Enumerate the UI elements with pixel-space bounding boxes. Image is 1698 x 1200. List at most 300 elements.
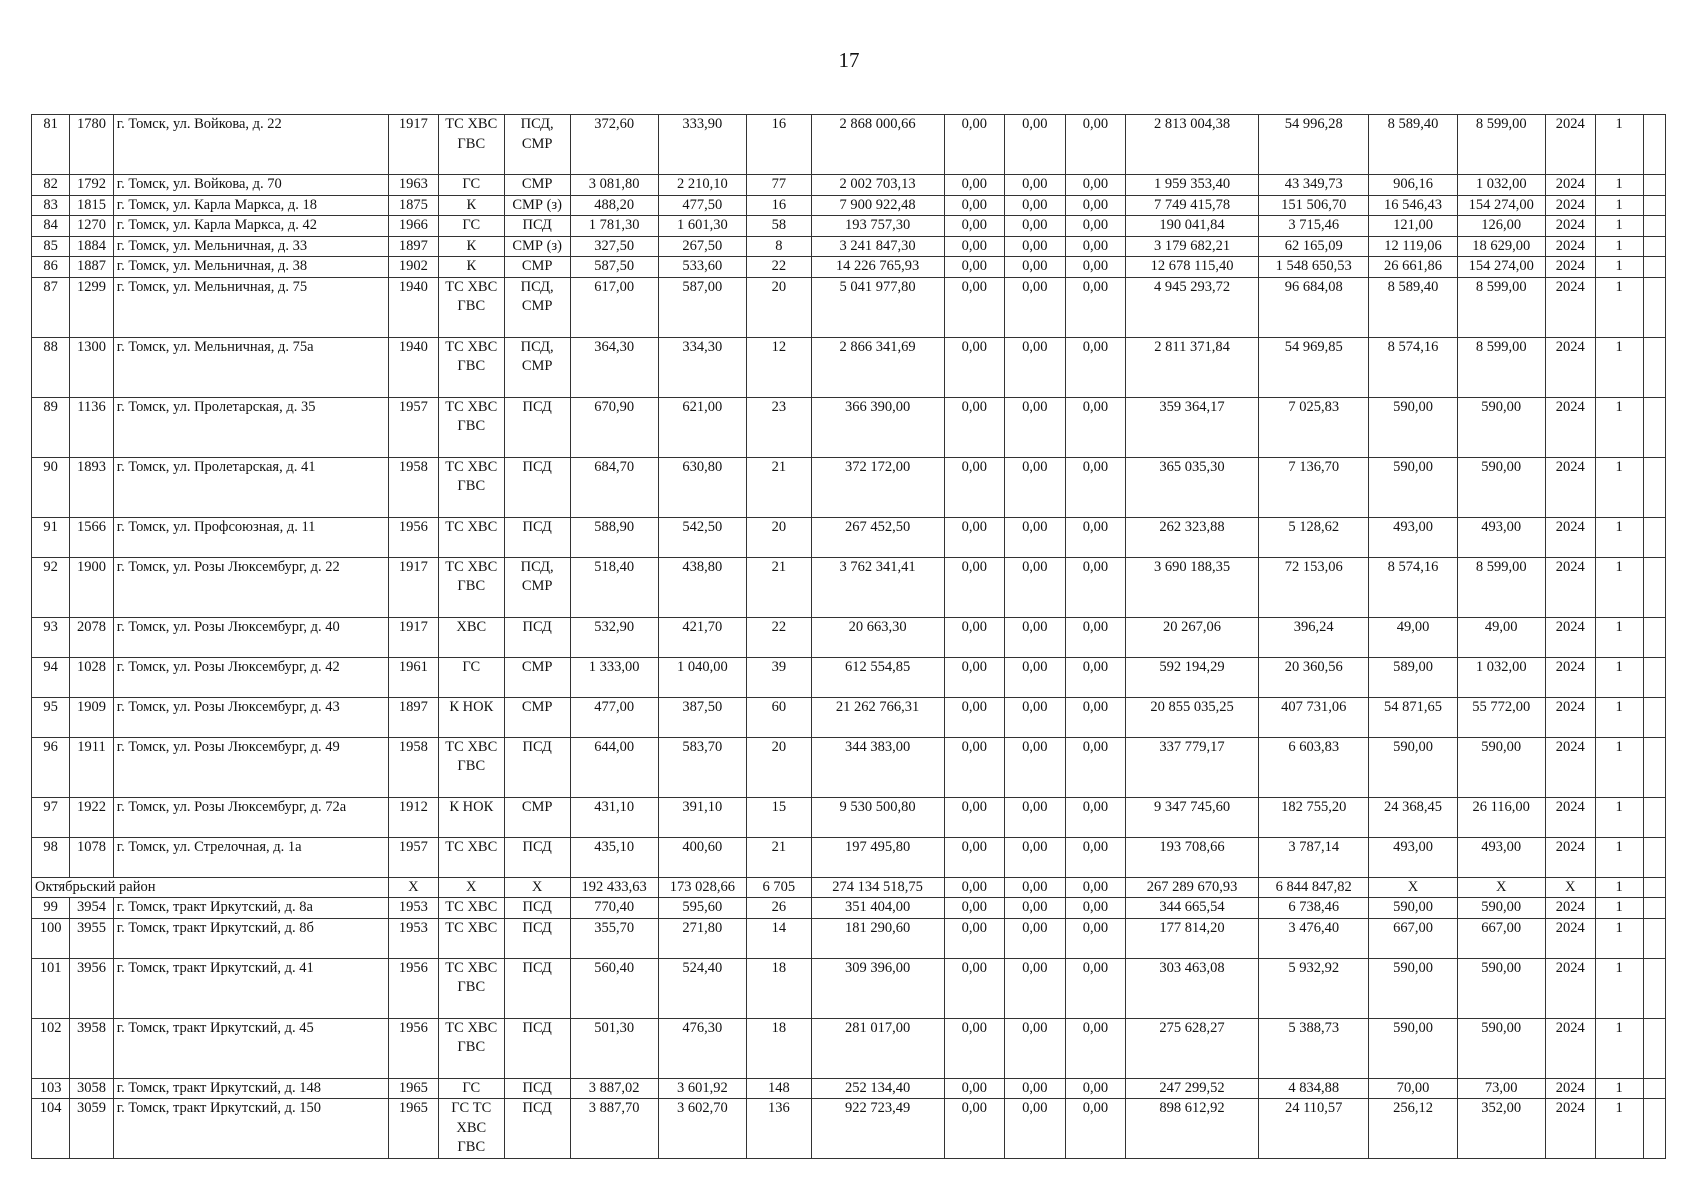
unit-cost-limit: 8 599,00 bbox=[1457, 115, 1545, 175]
building-id: 1887 bbox=[70, 257, 114, 278]
building-id: 1792 bbox=[70, 175, 114, 196]
plan-year: 2024 bbox=[1545, 195, 1595, 216]
blank-col: 1 bbox=[1595, 697, 1643, 737]
fund-owners: 2 811 371,84 bbox=[1126, 337, 1259, 397]
build-year: 1897 bbox=[388, 697, 438, 737]
systems: ГС bbox=[438, 1078, 504, 1099]
row-number: 98 bbox=[32, 837, 70, 877]
unit-cost-limit: 73,00 bbox=[1457, 1078, 1545, 1099]
living-area: 438,80 bbox=[658, 557, 746, 617]
total-area: 518,40 bbox=[570, 557, 658, 617]
work-type: ПСД, СМР bbox=[504, 115, 570, 175]
plan-year: 2024 bbox=[1545, 337, 1595, 397]
row-number: 86 bbox=[32, 257, 70, 278]
fund-federal: 0,00 bbox=[944, 737, 1005, 797]
fund-other: 3 787,14 bbox=[1258, 837, 1368, 877]
blank-col: 1 bbox=[1595, 115, 1643, 175]
address: г. Томск, ул. Мельничная, д. 38 bbox=[113, 257, 388, 278]
building-id: 3954 bbox=[70, 898, 114, 919]
blank-col: 1 bbox=[1595, 517, 1643, 557]
systems: К bbox=[438, 236, 504, 257]
residents: 20 bbox=[746, 277, 811, 337]
total-area: 488,20 bbox=[570, 195, 658, 216]
unit-cost: 493,00 bbox=[1369, 517, 1457, 557]
systems: ТС ХВС ГВС bbox=[438, 457, 504, 517]
unit-cost-limit: 8 599,00 bbox=[1457, 337, 1545, 397]
unit-cost: 49,00 bbox=[1369, 617, 1457, 657]
fund-local: 0,00 bbox=[1065, 797, 1126, 837]
total-cost: 20 663,30 bbox=[811, 617, 944, 657]
living-area: 583,70 bbox=[658, 737, 746, 797]
table-row bbox=[32, 216, 1666, 237]
fund-local: 0,00 bbox=[1065, 397, 1126, 457]
table-row bbox=[32, 1099, 1666, 1159]
blank-col-2 bbox=[1643, 837, 1666, 877]
table-row bbox=[32, 797, 1666, 837]
address: г. Томск, ул. Мельничная, д. 33 bbox=[113, 236, 388, 257]
systems: X bbox=[438, 877, 504, 898]
blank-col-2 bbox=[1643, 918, 1666, 958]
fund-local: 0,00 bbox=[1065, 617, 1126, 657]
plan-year: 2024 bbox=[1545, 115, 1595, 175]
residents: 16 bbox=[746, 195, 811, 216]
build-year: 1953 bbox=[388, 898, 438, 919]
residents: 39 bbox=[746, 657, 811, 697]
build-year: 1912 bbox=[388, 797, 438, 837]
fund-local: 0,00 bbox=[1065, 195, 1126, 216]
unit-cost: 8 589,40 bbox=[1369, 277, 1457, 337]
building-id: 2078 bbox=[70, 617, 114, 657]
unit-cost: 493,00 bbox=[1369, 837, 1457, 877]
residents: 60 bbox=[746, 697, 811, 737]
blank-col-2 bbox=[1643, 236, 1666, 257]
fund-local: 0,00 bbox=[1065, 837, 1126, 877]
address: г. Томск, ул. Розы Люксембург, д. 40 bbox=[113, 617, 388, 657]
blank-col-2 bbox=[1643, 175, 1666, 196]
systems: К bbox=[438, 195, 504, 216]
fund-regional: 0,00 bbox=[1005, 115, 1066, 175]
build-year: 1956 bbox=[388, 958, 438, 1018]
plan-year: 2024 bbox=[1545, 216, 1595, 237]
plan-year: 2024 bbox=[1545, 457, 1595, 517]
address: г. Томск, тракт Иркутский, д. 41 bbox=[113, 958, 388, 1018]
fund-other: 43 349,73 bbox=[1258, 175, 1368, 196]
total-cost: 14 226 765,93 bbox=[811, 257, 944, 278]
plan-year: 2024 bbox=[1545, 958, 1595, 1018]
fund-local: 0,00 bbox=[1065, 918, 1126, 958]
building-id: 1300 bbox=[70, 337, 114, 397]
blank-col-2 bbox=[1643, 517, 1666, 557]
total-area: 587,50 bbox=[570, 257, 658, 278]
build-year: 1958 bbox=[388, 457, 438, 517]
residents: 148 bbox=[746, 1078, 811, 1099]
address: г. Томск, ул. Войкова, д. 22 bbox=[113, 115, 388, 175]
blank-col-2 bbox=[1643, 797, 1666, 837]
row-number: 89 bbox=[32, 397, 70, 457]
fund-local: 0,00 bbox=[1065, 657, 1126, 697]
fund-local: 0,00 bbox=[1065, 1078, 1126, 1099]
total-area: 617,00 bbox=[570, 277, 658, 337]
unit-cost: 590,00 bbox=[1369, 737, 1457, 797]
fund-owners: 9 347 745,60 bbox=[1126, 797, 1259, 837]
total-cost: 2 868 000,66 bbox=[811, 115, 944, 175]
address: г. Томск, ул. Розы Люксембург, д. 49 bbox=[113, 737, 388, 797]
total-cost: 274 134 518,75 bbox=[811, 877, 944, 898]
unit-cost-limit: 667,00 bbox=[1457, 918, 1545, 958]
living-area: 533,60 bbox=[658, 257, 746, 278]
district-total-row bbox=[32, 877, 1666, 898]
build-year: 1956 bbox=[388, 517, 438, 557]
blank-col: 1 bbox=[1595, 877, 1643, 898]
blank-col: 1 bbox=[1595, 837, 1643, 877]
row-number: 99 bbox=[32, 898, 70, 919]
fund-regional: 0,00 bbox=[1005, 457, 1066, 517]
unit-cost: 26 661,86 bbox=[1369, 257, 1457, 278]
systems: ГС bbox=[438, 216, 504, 237]
unit-cost-limit: 154 274,00 bbox=[1457, 257, 1545, 278]
total-cost: 351 404,00 bbox=[811, 898, 944, 919]
table-row bbox=[32, 195, 1666, 216]
living-area: 587,00 bbox=[658, 277, 746, 337]
fund-federal: 0,00 bbox=[944, 697, 1005, 737]
living-area: 595,60 bbox=[658, 898, 746, 919]
table-row bbox=[32, 277, 1666, 337]
fund-local: 0,00 bbox=[1065, 175, 1126, 196]
blank-col: 1 bbox=[1595, 1099, 1643, 1159]
building-id: 1815 bbox=[70, 195, 114, 216]
total-area: 477,00 bbox=[570, 697, 658, 737]
systems: ТС ХВС ГВС bbox=[438, 958, 504, 1018]
row-number: 103 bbox=[32, 1078, 70, 1099]
blank-col: 1 bbox=[1595, 236, 1643, 257]
fund-other: 96 684,08 bbox=[1258, 277, 1368, 337]
blank-col: 1 bbox=[1595, 557, 1643, 617]
residents: 136 bbox=[746, 1099, 811, 1159]
total-area: 431,10 bbox=[570, 797, 658, 837]
build-year: 1897 bbox=[388, 236, 438, 257]
fund-local: 0,00 bbox=[1065, 958, 1126, 1018]
build-year: 1963 bbox=[388, 175, 438, 196]
unit-cost: 590,00 bbox=[1369, 898, 1457, 919]
unit-cost-limit: X bbox=[1457, 877, 1545, 898]
work-type: ПСД, СМР bbox=[504, 337, 570, 397]
fund-federal: 0,00 bbox=[944, 918, 1005, 958]
blank-col-2 bbox=[1643, 617, 1666, 657]
total-area: 435,10 bbox=[570, 837, 658, 877]
fund-federal: 0,00 bbox=[944, 898, 1005, 919]
total-cost: 281 017,00 bbox=[811, 1018, 944, 1078]
fund-owners: 190 041,84 bbox=[1126, 216, 1259, 237]
systems: ТС ХВС bbox=[438, 898, 504, 919]
fund-other: 6 603,83 bbox=[1258, 737, 1368, 797]
address: г. Томск, ул. Мельничная, д. 75а bbox=[113, 337, 388, 397]
blank-col: 1 bbox=[1595, 195, 1643, 216]
fund-local: 0,00 bbox=[1065, 898, 1126, 919]
fund-regional: 0,00 bbox=[1005, 837, 1066, 877]
table-row bbox=[32, 898, 1666, 919]
blank-col: 1 bbox=[1595, 337, 1643, 397]
building-id: 3955 bbox=[70, 918, 114, 958]
fund-local: 0,00 bbox=[1065, 557, 1126, 617]
work-type: X bbox=[504, 877, 570, 898]
plan-year: 2024 bbox=[1545, 837, 1595, 877]
fund-local: 0,00 bbox=[1065, 517, 1126, 557]
page-number: 17 bbox=[838, 48, 860, 72]
blank-col-2 bbox=[1643, 277, 1666, 337]
fund-regional: 0,00 bbox=[1005, 877, 1066, 898]
residents: 21 bbox=[746, 837, 811, 877]
unit-cost-limit: 590,00 bbox=[1457, 457, 1545, 517]
fund-owners: 365 035,30 bbox=[1126, 457, 1259, 517]
unit-cost-limit: 590,00 bbox=[1457, 1018, 1545, 1078]
fund-other: 151 506,70 bbox=[1258, 195, 1368, 216]
unit-cost-limit: 55 772,00 bbox=[1457, 697, 1545, 737]
living-area: 3 602,70 bbox=[658, 1099, 746, 1159]
unit-cost-limit: 154 274,00 bbox=[1457, 195, 1545, 216]
residents: 21 bbox=[746, 557, 811, 617]
blank-col: 1 bbox=[1595, 397, 1643, 457]
fund-regional: 0,00 bbox=[1005, 216, 1066, 237]
building-id: 1922 bbox=[70, 797, 114, 837]
fund-owners: 247 299,52 bbox=[1126, 1078, 1259, 1099]
plan-year: X bbox=[1545, 877, 1595, 898]
row-number: 94 bbox=[32, 657, 70, 697]
blank-col: 1 bbox=[1595, 657, 1643, 697]
fund-regional: 0,00 bbox=[1005, 337, 1066, 397]
total-area: 501,30 bbox=[570, 1018, 658, 1078]
row-number: 101 bbox=[32, 958, 70, 1018]
build-year: 1957 bbox=[388, 837, 438, 877]
build-year: 1953 bbox=[388, 918, 438, 958]
work-type: ПСД, СМР bbox=[504, 557, 570, 617]
fund-other: 5 128,62 bbox=[1258, 517, 1368, 557]
table-row bbox=[32, 617, 1666, 657]
row-number: 93 bbox=[32, 617, 70, 657]
unit-cost-limit: 590,00 bbox=[1457, 958, 1545, 1018]
address: г. Томск, ул. Профсоюзная, д. 11 bbox=[113, 517, 388, 557]
building-id: 1270 bbox=[70, 216, 114, 237]
row-number: 92 bbox=[32, 557, 70, 617]
plan-year: 2024 bbox=[1545, 657, 1595, 697]
plan-year: 2024 bbox=[1545, 1099, 1595, 1159]
fund-owners: 275 628,27 bbox=[1126, 1018, 1259, 1078]
fund-other: 7 025,83 bbox=[1258, 397, 1368, 457]
building-id: 1900 bbox=[70, 557, 114, 617]
total-cost: 3 762 341,41 bbox=[811, 557, 944, 617]
build-year: 1917 bbox=[388, 115, 438, 175]
total-area: 364,30 bbox=[570, 337, 658, 397]
blank-col-2 bbox=[1643, 898, 1666, 919]
residents: 12 bbox=[746, 337, 811, 397]
work-type: ПСД bbox=[504, 898, 570, 919]
build-year: 1917 bbox=[388, 557, 438, 617]
work-type: СМР (з) bbox=[504, 236, 570, 257]
unit-cost: 24 368,45 bbox=[1369, 797, 1457, 837]
fund-federal: 0,00 bbox=[944, 617, 1005, 657]
row-number: 104 bbox=[32, 1099, 70, 1159]
plan-year: 2024 bbox=[1545, 797, 1595, 837]
fund-regional: 0,00 bbox=[1005, 657, 1066, 697]
total-area: 588,90 bbox=[570, 517, 658, 557]
work-type: ПСД bbox=[504, 617, 570, 657]
living-area: 2 210,10 bbox=[658, 175, 746, 196]
district-label: Октябрьский район bbox=[32, 877, 389, 898]
blank-col-2 bbox=[1643, 958, 1666, 1018]
blank-col: 1 bbox=[1595, 457, 1643, 517]
fund-owners: 3 179 682,21 bbox=[1126, 236, 1259, 257]
total-area: 1 333,00 bbox=[570, 657, 658, 697]
plan-year: 2024 bbox=[1545, 257, 1595, 278]
fund-owners: 1 959 353,40 bbox=[1126, 175, 1259, 196]
blank-col: 1 bbox=[1595, 737, 1643, 797]
fund-federal: 0,00 bbox=[944, 175, 1005, 196]
fund-local: 0,00 bbox=[1065, 236, 1126, 257]
fund-regional: 0,00 bbox=[1005, 617, 1066, 657]
residents: 22 bbox=[746, 257, 811, 278]
fund-other: 62 165,09 bbox=[1258, 236, 1368, 257]
systems: ТС ХВС bbox=[438, 918, 504, 958]
total-cost: 197 495,80 bbox=[811, 837, 944, 877]
fund-other: 24 110,57 bbox=[1258, 1099, 1368, 1159]
residents: 18 bbox=[746, 958, 811, 1018]
table-body bbox=[32, 115, 1666, 1159]
fund-owners: 303 463,08 bbox=[1126, 958, 1259, 1018]
unit-cost: 12 119,06 bbox=[1369, 236, 1457, 257]
fund-owners: 193 708,66 bbox=[1126, 837, 1259, 877]
plan-year: 2024 bbox=[1545, 1018, 1595, 1078]
unit-cost-limit: 352,00 bbox=[1457, 1099, 1545, 1159]
fund-regional: 0,00 bbox=[1005, 697, 1066, 737]
work-type: СМР bbox=[504, 797, 570, 837]
plan-year: 2024 bbox=[1545, 517, 1595, 557]
unit-cost-limit: 26 116,00 bbox=[1457, 797, 1545, 837]
fund-federal: 0,00 bbox=[944, 1099, 1005, 1159]
blank-col: 1 bbox=[1595, 1078, 1643, 1099]
living-area: 621,00 bbox=[658, 397, 746, 457]
systems: ТС ХВС bbox=[438, 837, 504, 877]
building-id: 1780 bbox=[70, 115, 114, 175]
unit-cost: 590,00 bbox=[1369, 457, 1457, 517]
fund-owners: 267 289 670,93 bbox=[1126, 877, 1259, 898]
fund-regional: 0,00 bbox=[1005, 737, 1066, 797]
systems: ТС ХВС ГВС bbox=[438, 737, 504, 797]
total-cost: 3 241 847,30 bbox=[811, 236, 944, 257]
living-area: 271,80 bbox=[658, 918, 746, 958]
fund-other: 5 388,73 bbox=[1258, 1018, 1368, 1078]
build-year: 1917 bbox=[388, 617, 438, 657]
total-area: 684,70 bbox=[570, 457, 658, 517]
fund-federal: 0,00 bbox=[944, 517, 1005, 557]
build-year: 1875 bbox=[388, 195, 438, 216]
fund-other: 1 548 650,53 bbox=[1258, 257, 1368, 278]
fund-federal: 0,00 bbox=[944, 1018, 1005, 1078]
systems: ТС ХВС bbox=[438, 517, 504, 557]
row-number: 100 bbox=[32, 918, 70, 958]
blank-col: 1 bbox=[1595, 1018, 1643, 1078]
fund-federal: 0,00 bbox=[944, 1078, 1005, 1099]
address: г. Томск, ул. Карла Маркса, д. 42 bbox=[113, 216, 388, 237]
fund-federal: 0,00 bbox=[944, 236, 1005, 257]
fund-regional: 0,00 bbox=[1005, 397, 1066, 457]
blank-col: 1 bbox=[1595, 797, 1643, 837]
work-type: ПСД bbox=[504, 1078, 570, 1099]
build-year: 1940 bbox=[388, 337, 438, 397]
blank-col: 1 bbox=[1595, 216, 1643, 237]
work-type: ПСД bbox=[504, 918, 570, 958]
build-year: 1957 bbox=[388, 397, 438, 457]
total-area: 770,40 bbox=[570, 898, 658, 919]
living-area: 173 028,66 bbox=[658, 877, 746, 898]
address: г. Томск, ул. Войкова, д. 70 bbox=[113, 175, 388, 196]
plan-year: 2024 bbox=[1545, 557, 1595, 617]
address: г. Томск, ул. Розы Люксембург, д. 42 bbox=[113, 657, 388, 697]
fund-federal: 0,00 bbox=[944, 216, 1005, 237]
building-id: 1078 bbox=[70, 837, 114, 877]
systems: ХВС bbox=[438, 617, 504, 657]
unit-cost: 590,00 bbox=[1369, 1018, 1457, 1078]
residents: 16 bbox=[746, 115, 811, 175]
total-cost: 5 041 977,80 bbox=[811, 277, 944, 337]
unit-cost-limit: 590,00 bbox=[1457, 898, 1545, 919]
blank-col: 1 bbox=[1595, 918, 1643, 958]
build-year: 1966 bbox=[388, 216, 438, 237]
living-area: 524,40 bbox=[658, 958, 746, 1018]
residents: 77 bbox=[746, 175, 811, 196]
address: г. Томск, ул. Розы Люксембург, д. 22 bbox=[113, 557, 388, 617]
living-area: 1 040,00 bbox=[658, 657, 746, 697]
fund-regional: 0,00 bbox=[1005, 257, 1066, 278]
total-cost: 922 723,49 bbox=[811, 1099, 944, 1159]
systems: К bbox=[438, 257, 504, 278]
work-type: ПСД bbox=[504, 397, 570, 457]
table-row bbox=[32, 1018, 1666, 1078]
fund-federal: 0,00 bbox=[944, 337, 1005, 397]
row-number: 83 bbox=[32, 195, 70, 216]
total-cost: 612 554,85 bbox=[811, 657, 944, 697]
total-cost: 344 383,00 bbox=[811, 737, 944, 797]
total-area: 192 433,63 bbox=[570, 877, 658, 898]
blank-col-2 bbox=[1643, 737, 1666, 797]
row-number: 88 bbox=[32, 337, 70, 397]
fund-other: 6 738,46 bbox=[1258, 898, 1368, 919]
living-area: 1 601,30 bbox=[658, 216, 746, 237]
unit-cost-limit: 18 629,00 bbox=[1457, 236, 1545, 257]
build-year: X bbox=[388, 877, 438, 898]
building-id: 3956 bbox=[70, 958, 114, 1018]
residents: 8 bbox=[746, 236, 811, 257]
total-cost: 21 262 766,31 bbox=[811, 697, 944, 737]
total-area: 327,50 bbox=[570, 236, 658, 257]
residents: 14 bbox=[746, 918, 811, 958]
fund-other: 4 834,88 bbox=[1258, 1078, 1368, 1099]
fund-regional: 0,00 bbox=[1005, 1099, 1066, 1159]
plan-year: 2024 bbox=[1545, 236, 1595, 257]
fund-federal: 0,00 bbox=[944, 397, 1005, 457]
systems: К НОК bbox=[438, 697, 504, 737]
blank-col-2 bbox=[1643, 257, 1666, 278]
address: г. Томск, тракт Иркутский, д. 148 bbox=[113, 1078, 388, 1099]
total-cost: 181 290,60 bbox=[811, 918, 944, 958]
systems: ТС ХВС ГВС bbox=[438, 115, 504, 175]
row-number: 84 bbox=[32, 216, 70, 237]
building-id: 1884 bbox=[70, 236, 114, 257]
building-id: 1911 bbox=[70, 737, 114, 797]
building-id: 1566 bbox=[70, 517, 114, 557]
fund-local: 0,00 bbox=[1065, 737, 1126, 797]
fund-regional: 0,00 bbox=[1005, 517, 1066, 557]
fund-owners: 7 749 415,78 bbox=[1126, 195, 1259, 216]
unit-cost-limit: 126,00 bbox=[1457, 216, 1545, 237]
